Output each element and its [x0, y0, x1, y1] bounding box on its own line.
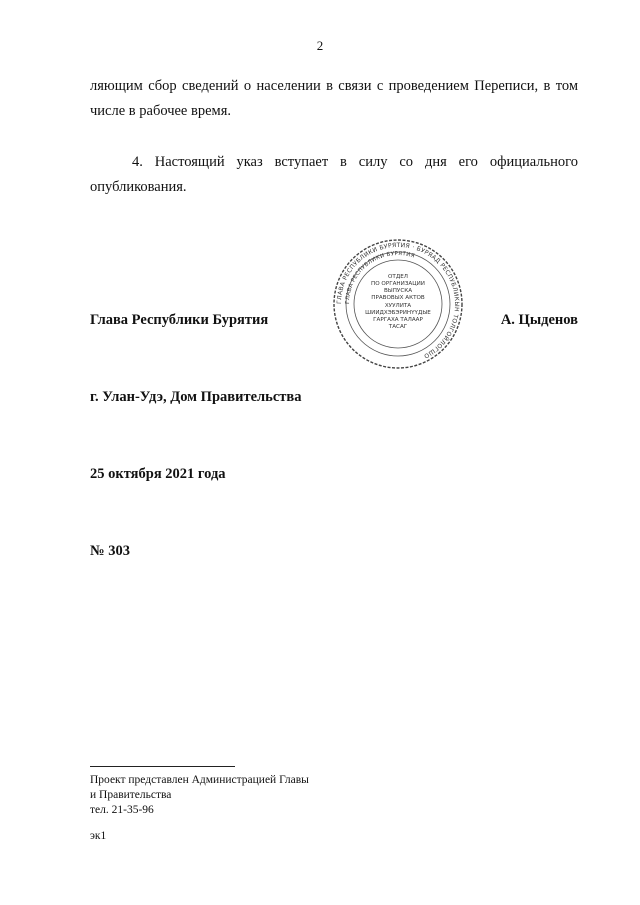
footnote-phone: тел. 21-35-96 — [90, 804, 154, 816]
seal-center-line: ПРАВОВЫХ АКТОВ — [371, 295, 425, 301]
signatory-name: А. Цыденов — [500, 312, 578, 328]
footnote-line: и Правительства — [90, 789, 172, 801]
seal-outer-ring-text: ГЛАВА РЕСПУБЛИКИ БУРЯТИЯ · БУРЯАД РЕСПУБЛИКЫН ТОЛГОЙЛОГШО — [335, 241, 461, 360]
seal-center-line: ВЫПУСКА — [383, 288, 413, 294]
official-seal — [331, 237, 465, 371]
paragraph-effective-date: 4. Настоящий указ вступает в силу со дня его официального опубликования. — [90, 154, 578, 195]
seal-center-line: ШИИДХЭБЭРИНҮҮДЫЕ — [365, 310, 431, 316]
seal-inner-ring-text: ГЛАВА РЕСПУБЛИКИ БУРЯТИЯ — [344, 250, 416, 305]
seal-center-line: ТАСАГ — [388, 324, 408, 330]
footnote — [90, 773, 309, 818]
seal-center-line: ХУУЛИТА — [384, 303, 412, 309]
issue-place: г. Улан-Удэ, Дом Правительства — [90, 389, 302, 405]
signatory-position: Глава Республики Бурятия — [90, 312, 269, 328]
footnote-line: Проект представлен Администрацией Главы — [90, 774, 309, 786]
footnote-divider — [90, 766, 235, 767]
seal-center-line: ПО ОРГАНИЗАЦИИ — [371, 281, 425, 287]
seal-center-line: ГАРГАХА ТАЛААР — [373, 317, 423, 323]
footnote-initials: эк1 — [90, 830, 107, 842]
decree-number: № 303 — [90, 543, 130, 559]
seal-center-line: ОТДЕЛ — [388, 274, 408, 280]
paragraph-continuation: ляющим сбор сведений о населении в связи с проведением Переписи, в том числе в рабочее время. — [90, 78, 578, 119]
page-number: 2 — [316, 38, 324, 53]
issue-date: 25 октября 2021 года — [90, 466, 226, 482]
